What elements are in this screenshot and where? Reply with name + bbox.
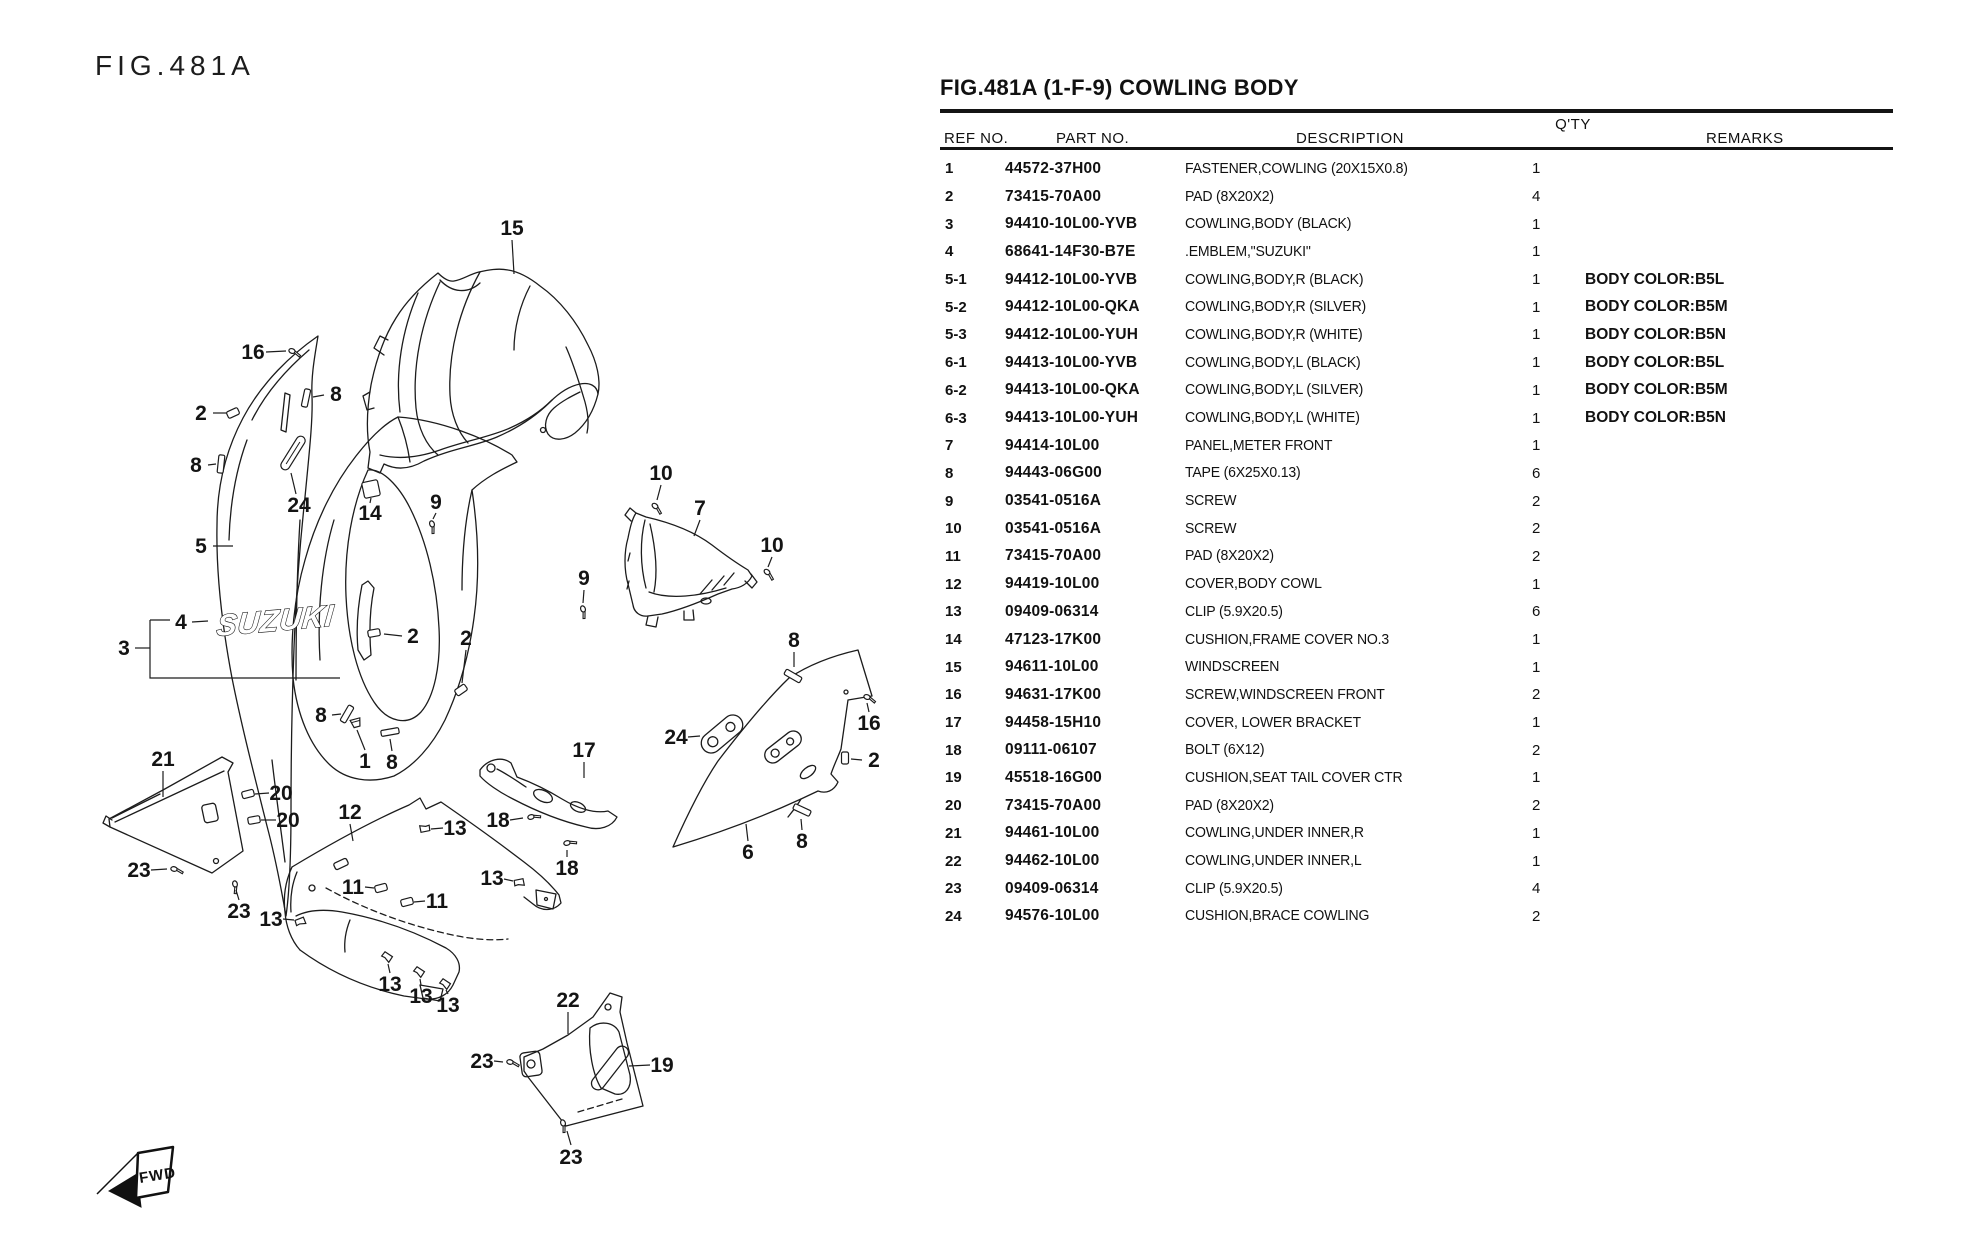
callout-label-17: 17: [572, 739, 596, 762]
cell-desc: PAD (8X20X2): [1185, 188, 1274, 205]
table-title: FIG.481A (1-F-9) COWLING BODY: [940, 75, 1299, 100]
callout-label-21: 21: [151, 748, 175, 771]
callout-label-11: 11: [425, 890, 449, 913]
cell-qty: 2: [1532, 907, 1541, 925]
callout-label-11: 11: [341, 876, 365, 899]
cell-desc: PAD (8X20X2): [1185, 797, 1274, 814]
leader-line: [431, 828, 443, 829]
cell-desc: CUSHION,SEAT TAIL COVER CTR: [1185, 769, 1403, 786]
callout-label-10: 10: [760, 534, 784, 557]
cell-ref: 21: [945, 824, 962, 842]
cell-qty: 2: [1532, 686, 1541, 704]
part-cowling-body-left: [673, 650, 872, 847]
leader-line: [313, 395, 324, 397]
cell-qty: 1: [1532, 575, 1541, 593]
cell-qty: 2: [1532, 520, 1541, 538]
cell-desc: CUSHION,BRACE COWLING: [1185, 908, 1370, 925]
leader-line: [208, 464, 216, 465]
leader-line: [390, 739, 392, 751]
cell-qty: 2: [1532, 547, 1541, 565]
cell-part: 09111-06107: [1005, 741, 1097, 759]
callout-label-23: 23: [227, 900, 251, 923]
cell-part: 44572-37H00: [1005, 159, 1102, 177]
callout-label-7: 7: [694, 497, 706, 520]
cell-qty: 1: [1532, 326, 1541, 344]
callout-label-23: 23: [127, 859, 151, 882]
leader-line: [583, 590, 584, 603]
cell-ref: 8: [945, 464, 954, 482]
suzuki-emblem: SUZUKI: [215, 599, 336, 644]
cell-ref: 22: [945, 852, 962, 870]
table-row: [940, 653, 1893, 681]
cell-desc: COWLING,BODY,R (BLACK): [1185, 271, 1364, 288]
cell-part: 94413-10L00-YUH: [1005, 409, 1139, 427]
callout-label-23: 23: [559, 1146, 583, 1169]
table-row: [940, 709, 1893, 737]
cell-qty: 1: [1532, 409, 1541, 427]
cell-part: 94461-10L00: [1005, 824, 1100, 842]
cell-desc: COWLING,UNDER INNER,R: [1185, 825, 1364, 842]
callout-label-1: 1: [359, 750, 371, 773]
callout-label-13: 13: [378, 973, 402, 996]
callout-label-6: 6: [742, 841, 754, 864]
table-row: [940, 349, 1893, 377]
column-header-description: DESCRIPTION: [1296, 130, 1405, 147]
cell-ref: 6-3: [945, 409, 967, 427]
cell-ref: 20: [945, 797, 962, 815]
cell-ref: 14: [945, 631, 962, 649]
leader-line: [504, 879, 513, 881]
cell-part: 09409-06314: [1005, 879, 1099, 897]
cell-desc: COWLING,UNDER INNER,L: [1185, 853, 1362, 870]
leader-line: [688, 736, 700, 737]
cell-desc: SCREW: [1185, 493, 1237, 510]
figure-number-label: FIG.481A: [95, 50, 255, 81]
leader-line: [801, 819, 802, 830]
cell-desc: PAD (8X20X2): [1185, 548, 1274, 565]
cell-desc: CUSHION,FRAME COVER NO.3: [1185, 631, 1390, 648]
cell-desc: CLIP (5.9X20.5): [1185, 603, 1283, 620]
leader-line: [332, 714, 341, 715]
callout-label-8: 8: [330, 383, 342, 406]
table-row: [940, 266, 1893, 294]
cell-ref: 1: [945, 160, 954, 178]
leader-line: [357, 730, 365, 750]
cell-part: 94413-10L00-YVB: [1005, 353, 1138, 371]
leader-line: [283, 919, 294, 920]
part-cowling-under-inner-left: [519, 993, 643, 1126]
cell-qty: 1: [1532, 298, 1541, 316]
cell-qty: 1: [1532, 658, 1541, 676]
cell-desc: BOLT (6X12): [1185, 742, 1265, 759]
cell-qty: 1: [1532, 714, 1541, 732]
callout-label-13: 13: [259, 908, 283, 931]
callout-label-15: 15: [500, 217, 524, 240]
callout-label-13: 13: [436, 994, 460, 1017]
cell-desc: .EMBLEM,"SUZUKI": [1185, 243, 1311, 260]
hardware-fasteners: [170, 348, 877, 1133]
callout-label-20: 20: [276, 809, 300, 832]
cell-ref: 6-1: [945, 354, 967, 372]
cell-part: 94462-10L00: [1005, 852, 1100, 870]
cell-ref: 17: [945, 714, 962, 732]
cell-ref: 9: [945, 492, 954, 510]
callout-label-24: 24: [664, 726, 688, 749]
table-row: [940, 155, 1893, 183]
cell-qty: 4: [1532, 188, 1541, 206]
table-row: [940, 460, 1893, 488]
parts-table-body: [940, 155, 1893, 930]
leader-line: [694, 520, 700, 536]
callout-label-18: 18: [555, 857, 579, 880]
table-row: [940, 875, 1893, 903]
column-header-part-no: PART NO.: [1056, 130, 1130, 147]
cell-part: 03541-0516A: [1005, 492, 1102, 510]
callout-label-13: 13: [443, 817, 467, 840]
callout-label-24: 24: [287, 494, 311, 517]
column-header-remarks: REMARKS: [1706, 130, 1784, 147]
cell-qty: 4: [1532, 880, 1541, 898]
table-row: [940, 543, 1893, 571]
cell-qty: 1: [1532, 824, 1541, 842]
cell-remarks: BODY COLOR:B5N: [1585, 409, 1726, 427]
table-row: [940, 847, 1893, 875]
callout-label-20: 20: [269, 782, 293, 805]
cell-part: 09409-06314: [1005, 602, 1099, 620]
cell-part: 94412-10L00-YUH: [1005, 325, 1139, 343]
table-row: [940, 570, 1893, 598]
fwd-arrow: [97, 1147, 177, 1207]
table-row: [940, 598, 1893, 626]
callout-label-5: 5: [195, 535, 207, 558]
cell-part: 94413-10L00-QKA: [1005, 381, 1140, 399]
cell-desc: COWLING,BODY,L (BLACK): [1185, 354, 1361, 371]
leader-line: [510, 818, 523, 820]
cell-qty: 1: [1532, 769, 1541, 787]
cell-part: 94410-10L00-YVB: [1005, 215, 1138, 233]
table-rule-top: [940, 109, 1893, 113]
cell-qty: 1: [1532, 631, 1541, 649]
callout-label-2: 2: [460, 627, 472, 650]
cell-part: 94419-10L00: [1005, 575, 1100, 593]
cell-remarks: BODY COLOR:B5L: [1585, 270, 1725, 288]
cell-part: 03541-0516A: [1005, 519, 1102, 537]
cell-ref: 23: [945, 880, 962, 898]
cell-qty: 1: [1532, 160, 1541, 178]
leader-line: [867, 703, 869, 712]
leader-line: [255, 793, 269, 794]
cell-part: 94414-10L00: [1005, 436, 1100, 454]
callout-label-16: 16: [241, 341, 265, 364]
cell-qty: 1: [1532, 381, 1541, 399]
cell-ref: 24: [945, 907, 962, 925]
cell-desc: COWLING,BODY,L (SILVER): [1185, 382, 1364, 399]
cell-desc: COVER, LOWER BRACKET: [1185, 714, 1361, 731]
cell-qty: 1: [1532, 852, 1541, 870]
leader-line: [494, 1061, 503, 1062]
callout-label-10: 10: [649, 462, 673, 485]
table-row: [940, 764, 1893, 792]
table-row: [940, 626, 1893, 654]
callout-label-16: 16: [857, 712, 881, 735]
leader-line: [746, 824, 748, 841]
callout-label-22: 22: [556, 989, 580, 1012]
leader-line: [414, 901, 425, 902]
cell-ref: 12: [945, 575, 962, 593]
cell-desc: TAPE (6X25X0.13): [1185, 465, 1301, 482]
leader-line: [365, 887, 374, 888]
callout-label-13: 13: [480, 867, 504, 890]
cell-remarks: BODY COLOR:B5L: [1585, 353, 1725, 371]
cell-desc: COWLING,BODY,L (WHITE): [1185, 410, 1360, 427]
table-row: [940, 432, 1893, 460]
callout-label-8: 8: [190, 454, 202, 477]
cell-part: 68641-14F30-B7E: [1005, 242, 1136, 260]
leader-line: [291, 473, 296, 494]
cell-desc: PANEL,METER FRONT: [1185, 437, 1333, 454]
part-cowling-under-inner-right: [103, 757, 243, 873]
leader-line: [266, 351, 286, 352]
cell-part: 73415-70A00: [1005, 796, 1102, 814]
cell-ref: 7: [945, 437, 954, 455]
callout-label-8: 8: [386, 751, 398, 774]
cell-part: 94458-15H10: [1005, 713, 1102, 731]
cell-ref: 5-2: [945, 298, 967, 316]
callout-label-13: 13: [409, 985, 433, 1008]
table-row: [940, 293, 1893, 321]
cell-part: 94443-06G00: [1005, 464, 1103, 482]
cell-part: 73415-70A00: [1005, 187, 1102, 205]
cell-part: 73415-70A00: [1005, 547, 1102, 565]
part-meter-front-panel: [625, 508, 757, 627]
cell-remarks: BODY COLOR:B5M: [1585, 298, 1728, 316]
cell-part: 94631-17K00: [1005, 685, 1102, 703]
cell-qty: 1: [1532, 215, 1541, 233]
table-row: [940, 238, 1893, 266]
cell-part: 94611-10L00: [1005, 658, 1099, 676]
table-row: [940, 210, 1893, 238]
callout-label-23: 23: [470, 1050, 494, 1073]
callout-label-2: 2: [407, 625, 419, 648]
callout-label-9: 9: [430, 491, 442, 514]
cell-desc: COVER,BODY COWL: [1185, 576, 1322, 593]
callout-label-3: 3: [118, 637, 130, 660]
leader-line: [657, 485, 661, 500]
cell-desc: CLIP (5.9X20.5): [1185, 880, 1283, 897]
cell-ref: 10: [945, 520, 962, 538]
leader-line: [768, 557, 772, 567]
cell-ref: 11: [945, 547, 961, 565]
cell-ref: 19: [945, 769, 962, 787]
cell-part: 94412-10L00-QKA: [1005, 298, 1140, 316]
cell-part: 45518-16G00: [1005, 768, 1103, 786]
cell-ref: 13: [945, 603, 962, 621]
cell-qty: 2: [1532, 797, 1541, 815]
callout-label-8: 8: [796, 830, 808, 853]
leader-line: [512, 240, 514, 274]
callout-label-9: 9: [578, 567, 590, 590]
exploded-parts-diagram: [0, 0, 930, 1258]
cell-remarks: BODY COLOR:B5N: [1585, 325, 1726, 343]
table-rule-header: [940, 147, 1893, 150]
part-windscreen: [363, 269, 599, 473]
cell-ref: 3: [945, 215, 954, 233]
fwd-label: FWD: [137, 1164, 178, 1187]
cell-qty: 1: [1532, 243, 1541, 261]
callout-label-4: 4: [175, 611, 187, 634]
cell-qty: 2: [1532, 492, 1541, 510]
leader-line: [384, 634, 402, 636]
cell-ref: 18: [945, 741, 962, 759]
leader-line: [462, 650, 466, 683]
cell-part: 94412-10L00-YVB: [1005, 270, 1138, 288]
cell-desc: COWLING,BODY,R (SILVER): [1185, 299, 1367, 316]
table-row: [940, 681, 1893, 709]
cell-desc: COWLING,BODY (BLACK): [1185, 216, 1352, 233]
table-row: [940, 903, 1893, 931]
leader-line: [236, 890, 239, 900]
cell-ref: 16: [945, 686, 962, 704]
leader-line: [192, 621, 208, 622]
callout-label-18: 18: [486, 809, 510, 832]
table-row: [940, 515, 1893, 543]
cell-ref: 2: [945, 188, 954, 206]
leader-line: [151, 869, 167, 870]
cell-qty: 6: [1532, 464, 1541, 482]
table-row: [940, 183, 1893, 211]
cell-remarks: BODY COLOR:B5M: [1585, 381, 1728, 399]
callout-label-12: 12: [338, 801, 362, 824]
cell-qty: 1: [1532, 354, 1541, 372]
callout-label-2: 2: [195, 402, 207, 425]
table-row: [940, 377, 1893, 405]
cell-part: 47123-17K00: [1005, 630, 1102, 648]
table-row: [940, 792, 1893, 820]
cell-ref: 5-3: [945, 326, 967, 344]
callout-label-19: 19: [650, 1054, 674, 1077]
cell-desc: FASTENER,COWLING (20X15X0.8): [1185, 160, 1408, 177]
cell-desc: SCREW: [1185, 520, 1237, 537]
table-row: [940, 321, 1893, 349]
callout-label-14: 14: [358, 502, 382, 525]
cell-desc: WINDSCREEN: [1185, 659, 1280, 676]
cell-qty: 6: [1532, 603, 1541, 621]
cell-qty: 1: [1532, 271, 1541, 289]
leader-line: [567, 1131, 571, 1145]
cell-qty: 1: [1532, 437, 1541, 455]
cell-ref: 6-2: [945, 381, 967, 399]
leader-line: [851, 759, 862, 760]
cell-ref: 4: [945, 243, 954, 261]
cell-qty: 2: [1532, 741, 1541, 759]
cell-ref: 15: [945, 658, 962, 676]
table-row: [940, 404, 1893, 432]
cell-desc: SCREW,WINDSCREEN FRONT: [1185, 686, 1385, 703]
table-row: [940, 820, 1893, 848]
leader-line: [388, 964, 390, 973]
table-row: [940, 487, 1893, 515]
cell-part: 94576-10L00: [1005, 907, 1100, 925]
column-header-qty: Q'TY: [1555, 116, 1591, 133]
callout-label-8: 8: [788, 629, 800, 652]
callout-label-8: 8: [315, 704, 327, 727]
table-row: [940, 736, 1893, 764]
cell-ref: 5-1: [945, 271, 967, 289]
column-header-ref-no: REF NO.: [944, 130, 1009, 147]
callout-label-2: 2: [868, 749, 880, 772]
cell-desc: COWLING,BODY,R (WHITE): [1185, 326, 1363, 343]
